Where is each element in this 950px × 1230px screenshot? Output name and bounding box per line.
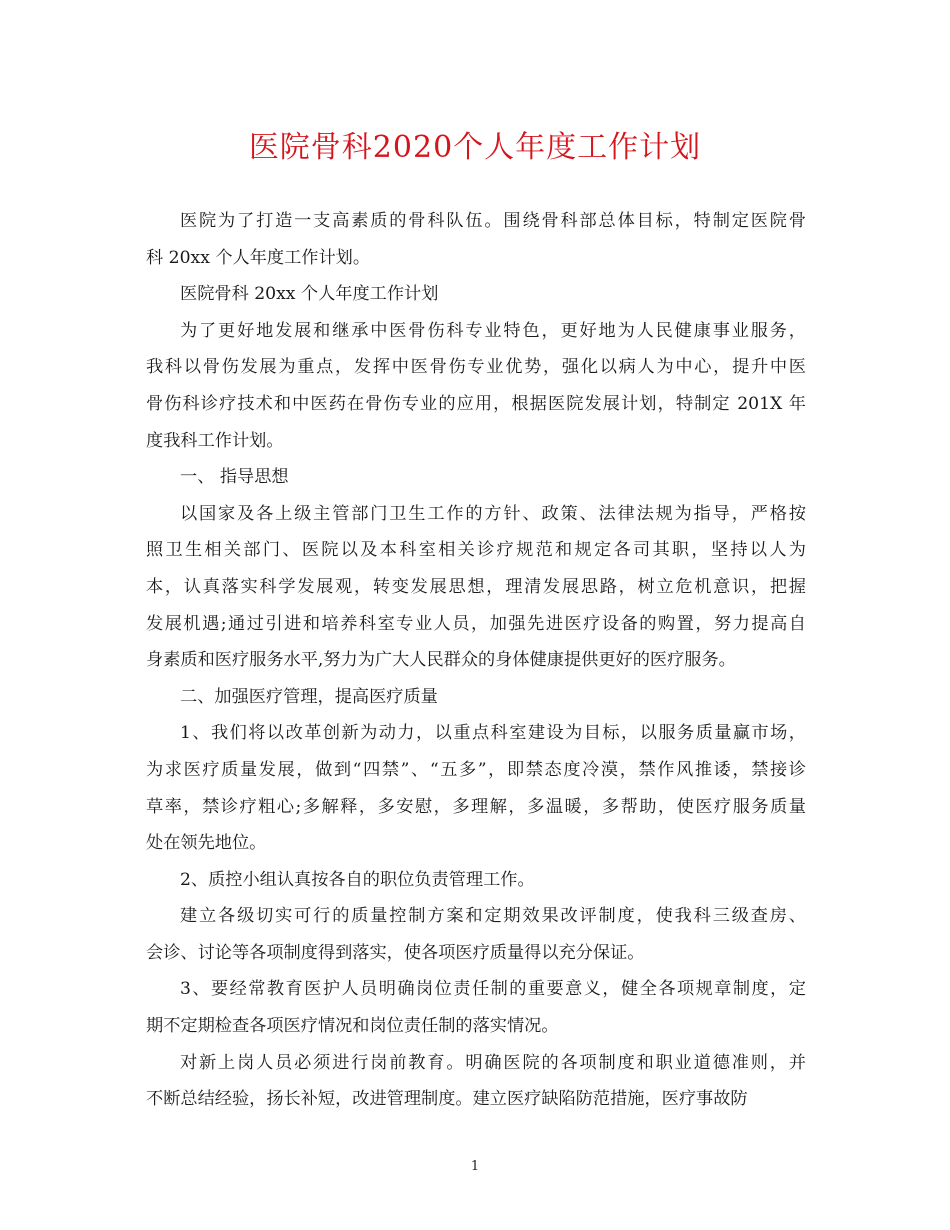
paragraph-line: 为了更好地发展和继承中医骨伤科专业特色，更好地为人民健康事业服务， [180,320,806,341]
page-number: 1 [470,1159,480,1174]
document-body [146,203,806,1118]
paragraph-line: 医院为了打造一支高素质的骨科队伍。围绕骨科部总体目标，特制定医院骨 [180,211,806,231]
paragraph-line: 1、我们将以改革创新为动力，以重点科室建设为目标，以服务质量赢市场， [180,723,806,744]
paragraph-line: 科 20xx 个人年度工作计划。 [146,247,371,268]
paragraph-line: 期不定期检查各项医疗情况和岗位责任制的落实情况。 [146,1016,559,1037]
paragraph [146,862,806,899]
paragraph-line: 对新上岗人员必须进行岗前教育。明确医院的各项制度和职业道德准则，并 [180,1052,806,1073]
paragraph-line: 一、 指导思想 [180,467,289,488]
paragraph [146,679,806,716]
paragraph-line: 不断总结经验，扬长补短，改进管理制度。建立医疗缺陷防范措施，医疗事故防 [146,1089,748,1110]
paragraph [146,459,806,496]
paragraph [146,1045,806,1118]
paragraph-line: 身素质和医疗服务水平,努力为广大人民群众的身体健康提供更好的医疗服务。 [146,650,736,671]
paragraph-line: 照卫生相关部门、医院以及本科室相关诊疗规范和规定各司其职，坚持以人为 [146,540,806,561]
paragraph-line: 发展机遇;通过引进和培养科室专业人员，加强先进医疗设备的购置，努力提高自 [146,613,806,634]
paragraph-line: 3、要经常教育医护人员明确岗位责任制的重要意义，健全各项规章制度，定 [180,979,806,1000]
document-title: 医院骨科2020个人年度工作计划 [248,130,702,165]
paragraph [146,898,806,971]
paragraph [146,971,806,1044]
paragraph-line: 我科以骨伤发展为重点，发挥中医骨伤专业优势，强化以病人为中心，提升中医 [146,357,806,378]
paragraph [146,203,806,276]
paragraph-line: 度我科工作计划。 [146,430,284,451]
paragraph-line: 本，认真落实科学发展观，转变发展思想，理清发展思路，树立危机意识，把握 [146,576,806,597]
paragraph [146,715,806,861]
paragraph-line: 以国家及各上级主管部门卫生工作的方针、政策、法律法规为指导，严格按 [180,503,806,524]
paragraph-line: 建立各级切实可行的质量控制方案和定期效果改评制度，使我科三级查房、 [180,906,806,927]
paragraph-line: 2、质控小组认真按各自的职位负责管理工作。 [180,869,535,890]
paragraph-line: 会诊、讨论等各项制度得到落实，使各项医疗质量得以充分保证。 [146,942,645,963]
paragraph-line: 为求医疗质量发展，做到“四禁”、“五多”，即禁态度冷漠，禁作风推诿，禁接诊 [146,759,806,780]
paragraph-line: 二、加强医疗管理，提高医疗质量 [180,686,438,707]
paragraph-line: 处在领先地位。 [146,833,267,854]
paragraph-line: 骨伤科诊疗技术和中医药在骨伤专业的应用，根据医院发展计划，特制定 201X 年 [146,393,806,414]
paragraph [146,313,806,459]
paragraph [146,496,806,679]
paragraph-line: 草率，禁诊疗粗心;多解释，多安慰，多理解，多温暖，多帮助，使医疗服务质量 [146,796,806,817]
paragraph [146,276,806,313]
paragraph-line: 医院骨科 20xx 个人年度工作计划 [180,284,439,305]
